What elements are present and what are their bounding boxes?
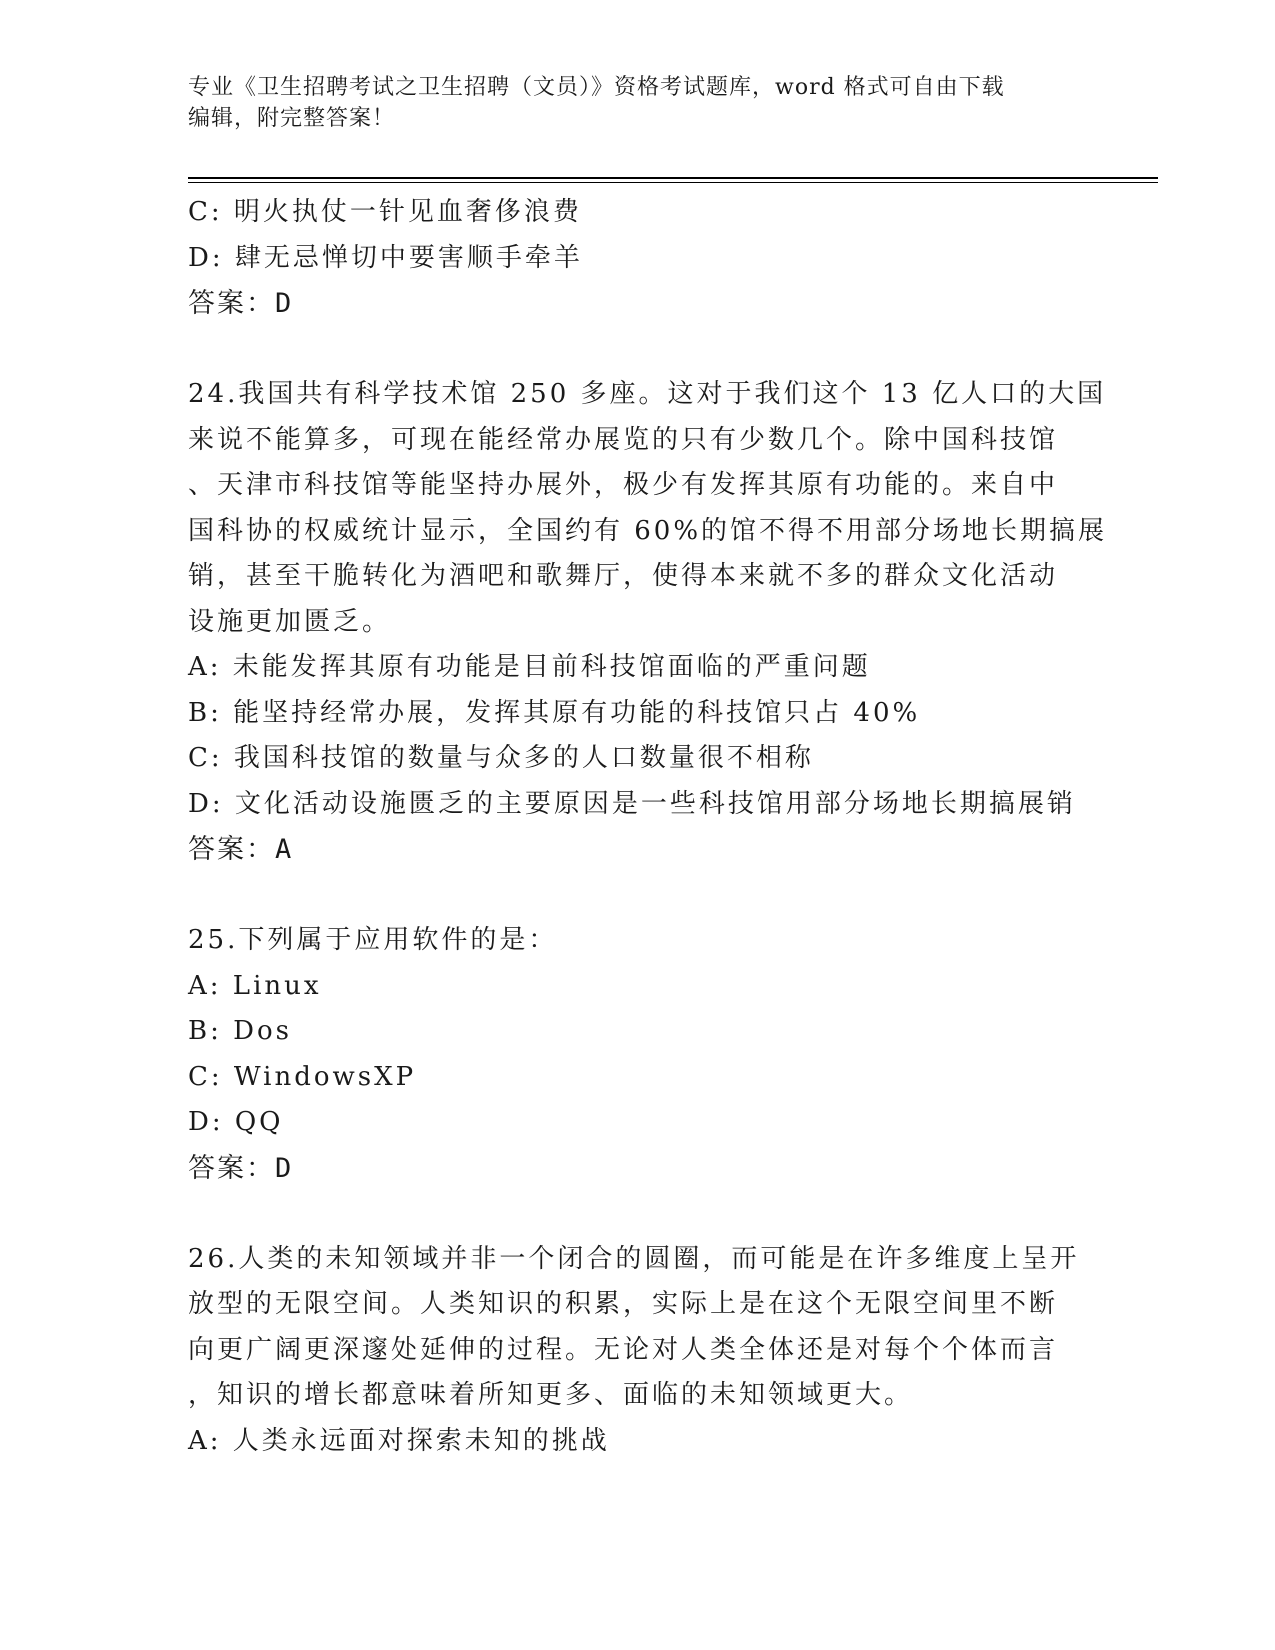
question-text-line: 国科协的权威统计显示，全国约有 60%的馆不得不用部分场地长期搞展 — [188, 515, 1108, 546]
question-text-line: 向更广阔更深邃处延伸的过程。无论对人类全体还是对每个个体而言 — [188, 1334, 1059, 1365]
question-text-line: 、天津市科技馆等能坚持办展外，极少有发挥其原有功能的。来自中 — [188, 470, 1059, 500]
header-line-1: 专业《卫生招聘考试之卫生招聘（文员）》资格考试题库，word 格式可自由下载 — [188, 75, 1005, 100]
option-c: C: WindowsXP — [188, 1061, 417, 1092]
spacer — [188, 327, 1088, 373]
question-25 — [188, 918, 1088, 1191]
answer-label: 答案： — [188, 1152, 275, 1184]
question-text-line: 25.下列属于应用软件的是： — [188, 925, 558, 955]
answer-line — [188, 281, 1088, 327]
answer-line — [188, 827, 1088, 873]
answer-value: D — [275, 1152, 294, 1184]
question-26 — [188, 1237, 1088, 1465]
answer-line — [188, 1146, 1088, 1192]
option-b: B: 能坚持经常办展，发挥其原有功能的科技馆只占 40% — [188, 697, 921, 728]
option-d: D: QQ — [188, 1107, 284, 1137]
option-a: A: 未能发挥其原有功能是目前科技馆面临的严重问题 — [188, 652, 871, 682]
spacer — [188, 1191, 1088, 1237]
question-text-line: 设施更加匮乏。 — [188, 606, 392, 637]
header-divider-thin — [188, 182, 1158, 183]
question-text-line: 销，甚至干脆转化为酒吧和歌舞厅，使得本来就不多的群众文化活动 — [188, 561, 1059, 591]
header-divider-thick — [188, 177, 1158, 179]
option-c: C: 明火执仗一针见血奢侈浪费 — [188, 197, 582, 227]
answer-value: D — [275, 288, 294, 319]
spacer — [188, 873, 1088, 919]
document-header — [188, 72, 1088, 134]
option-d: D: 肆无忌惮切中要害顺手牵羊 — [188, 242, 583, 273]
question-text-line: ，知识的增长都意味着所知更多、面临的未知领域更大。 — [188, 1380, 914, 1410]
answer-label: 答案： — [188, 834, 275, 865]
option-b: B: Dos — [188, 1016, 292, 1046]
question-24 — [188, 372, 1108, 873]
option-d: D: 文化活动设施匮乏的主要原因是一些科技馆用部分场地长期搞展销 — [188, 788, 1076, 819]
question-text-line: 来说不能算多，可现在能经常办展览的只有少数几个。除中国科技馆 — [188, 424, 1059, 455]
question-list — [188, 190, 1108, 1464]
question-text-line: 放型的无限空间。人类知识的积累，实际上是在这个无限空间里不断 — [188, 1289, 1059, 1319]
question-text-line: 24.我国共有科学技术馆 250 多座。这对于我们这个 13 亿人口的大国 — [188, 379, 1107, 409]
question-text-line: 26.人类的未知领域并非一个闭合的圆圈，而可能是在许多维度上呈开 — [188, 1243, 1080, 1274]
question-23 — [188, 190, 1088, 327]
answer-value: A — [275, 834, 294, 865]
header-line-2: 编辑，附完整答案！ — [188, 106, 396, 131]
option-a: A: 人类永远面对探索未知的挑战 — [188, 1425, 610, 1456]
option-c: C: 我国科技馆的数量与众多的人口数量很不相称 — [188, 743, 814, 773]
option-a: A: Linux — [188, 970, 322, 1001]
answer-label: 答案： — [188, 288, 275, 319]
